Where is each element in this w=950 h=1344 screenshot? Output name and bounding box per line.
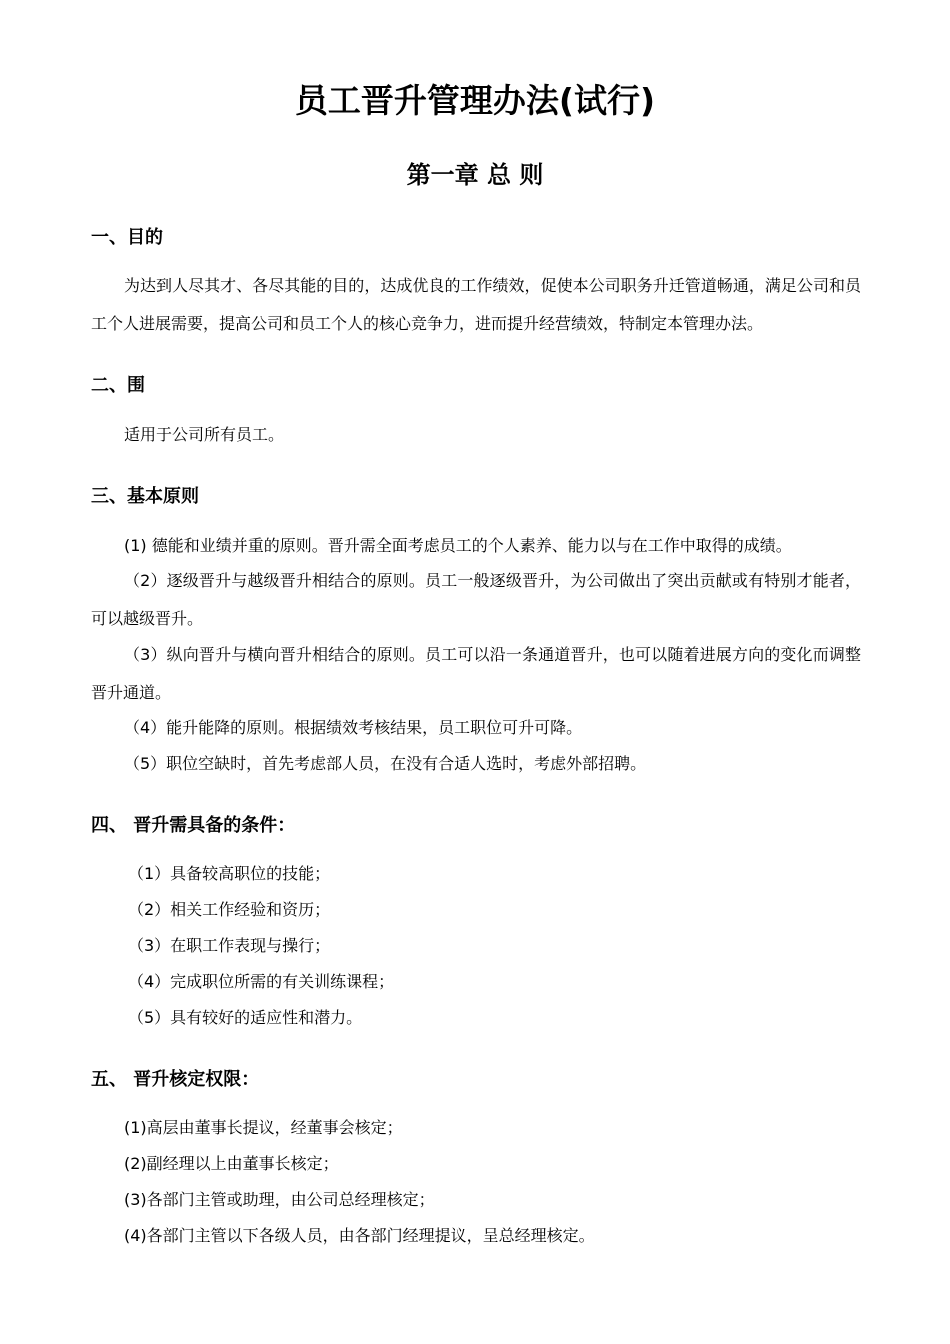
scope-paragraph: 适用于公司所有员工。: [124, 425, 285, 444]
chapter-heading: 第一章 总 则: [406, 161, 544, 189]
purpose-paragraph: 为达到人尽其才、各尽其能的目的，达成优良的工作绩效，促使本公司职务升迁管道畅通，满足公司和员工个人进展需要，提高公司和员工个人的核心竞争力，进而提升经营绩效，特制定本管理办法。: [91, 276, 861, 333]
condition-item: （5）具有较好的适应性和潜力。: [128, 1008, 363, 1027]
authority-item: (3)各部门主管或助理，由公司总经理核定；: [124, 1190, 435, 1209]
condition-item: （3）在职工作表现与操行；: [128, 936, 331, 955]
authority-item: (4)各部门主管以下各级人员，由各部门经理提议，呈总经理核定。: [124, 1226, 595, 1245]
authority-item: (2)副经理以上由董事长核定；: [124, 1154, 339, 1173]
document-title: 员工晋升管理办法(试行): [294, 81, 656, 120]
section-heading-conditions: 四、 晋升需具备的条件：: [91, 815, 296, 836]
section-heading-authority: 五、 晋升核定权限：: [91, 1069, 260, 1090]
condition-item: （2）相关工作经验和资历；: [128, 900, 331, 919]
section-heading-scope: 二、围: [91, 375, 145, 396]
condition-item: （4）完成职位所需的有关训练课程；: [128, 972, 395, 991]
principle-item: （2）逐级晋升与越级晋升相结合的原则。员工一般逐级晋升，为公司做出了突出贡献或有特别才能者，可以越级晋升。: [91, 571, 861, 628]
principle-item: （4）能升能降的原则。根据绩效考核结果，员工职位可升可降。: [124, 718, 583, 737]
principle-item: （5）职位空缺时，首先考虑部人员，在没有合适人选时，考虑外部招聘。: [124, 754, 647, 773]
condition-item: （1）具备较高职位的技能；: [128, 864, 331, 883]
section-heading-principles: 三、基本原则: [91, 486, 199, 507]
section-heading-purpose: 一、目的: [91, 227, 163, 248]
principle-item: (1) 德能和业绩并重的原则。晋升需全面考虑员工的个人素养、能力以与在工作中取得的成绩。: [124, 536, 792, 555]
principle-item: （3）纵向晋升与横向晋升相结合的原则。员工可以沿一条通道晋升，也可以随着进展方向的变化而调整晋升通道。: [91, 645, 861, 702]
authority-item: (1)高层由董事长提议，经董事会核定；: [124, 1118, 403, 1137]
